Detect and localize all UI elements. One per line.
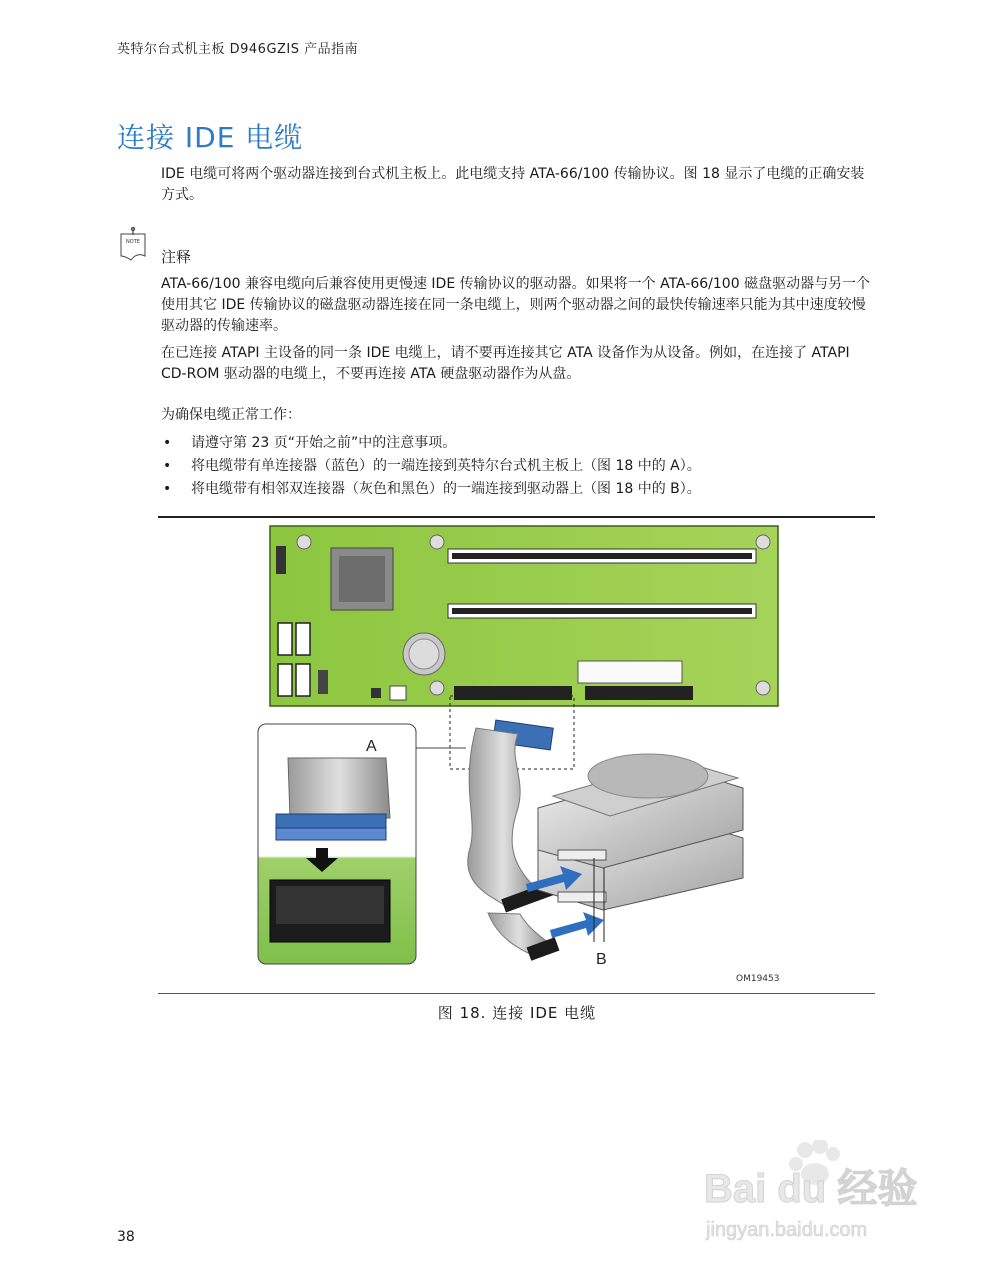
watermark-brand: Bai du 经验 [704,1167,918,1211]
ide-cable-figure [158,518,875,993]
motherboard [270,526,778,706]
figure-bottom-rule [158,993,875,994]
page-number: 38 [117,1229,135,1245]
ensure-intro: 为确保电缆正常工作： [161,407,301,423]
label-a: A [366,738,377,755]
watermark-url: jingyan.baidu.com [706,1219,868,1241]
intro-paragraph: IDE 电缆可将两个驱动器连接到台式机主板上。此电缆支持 ATA-66/100 传输协议。图 18 显示了电缆的正确安装方式。 [161,166,865,203]
baidu-watermark-logo [700,1140,940,1250]
figure-id: OM19453 [736,974,780,984]
section-title: 连接 IDE 电缆 [117,121,304,154]
note-title: 注释 [161,248,192,266]
hard-drives [526,754,743,968]
note-paragraph: 在已连接 ATAPI 主设备的同一条 IDE 电缆上，请不要再连接其它 ATA 设备作为从设备。例如，在连接了 ATAPI CD-ROM 驱动器的电缆上，不要再连接 ATA 硬盘驱动器作为从盘。 [161,345,850,382]
list-item: • 请遵守第 23 页“开始之前”中的注意事项。 [161,432,876,455]
inset-detail [258,724,466,964]
note-paragraph: ATA-66/100 兼容电缆向后兼容使用更慢速 IDE 传输协议的驱动器。如果将一个 ATA-66/100 磁盘驱动器与另一个使用其它 IDE 传输协议的磁盘驱动器连接在同一条电缆上，则两个驱动器之间的最快传输速率只能为其中速度较慢驱动器的传输速率。 [161,276,871,334]
note-icon-label: NOTE [126,239,140,245]
running-header: 英特尔台式机主板 D946GZIS 产品指南 [117,42,359,57]
label-b: B [596,951,607,968]
list-item: • 将电缆带有单连接器（蓝色）的一端连接到英特尔台式机主板上（图 18 中的 A）。 [161,455,876,478]
figure-caption: 图 18. 连接 IDE 电缆 [437,1004,597,1022]
note-icon [117,226,151,264]
instruction-list [161,432,876,501]
list-item: • 将电缆带有相邻双连接器（灰色和黑色）的一端连接到驱动器上（图 18 中的 B）。 [161,478,876,501]
